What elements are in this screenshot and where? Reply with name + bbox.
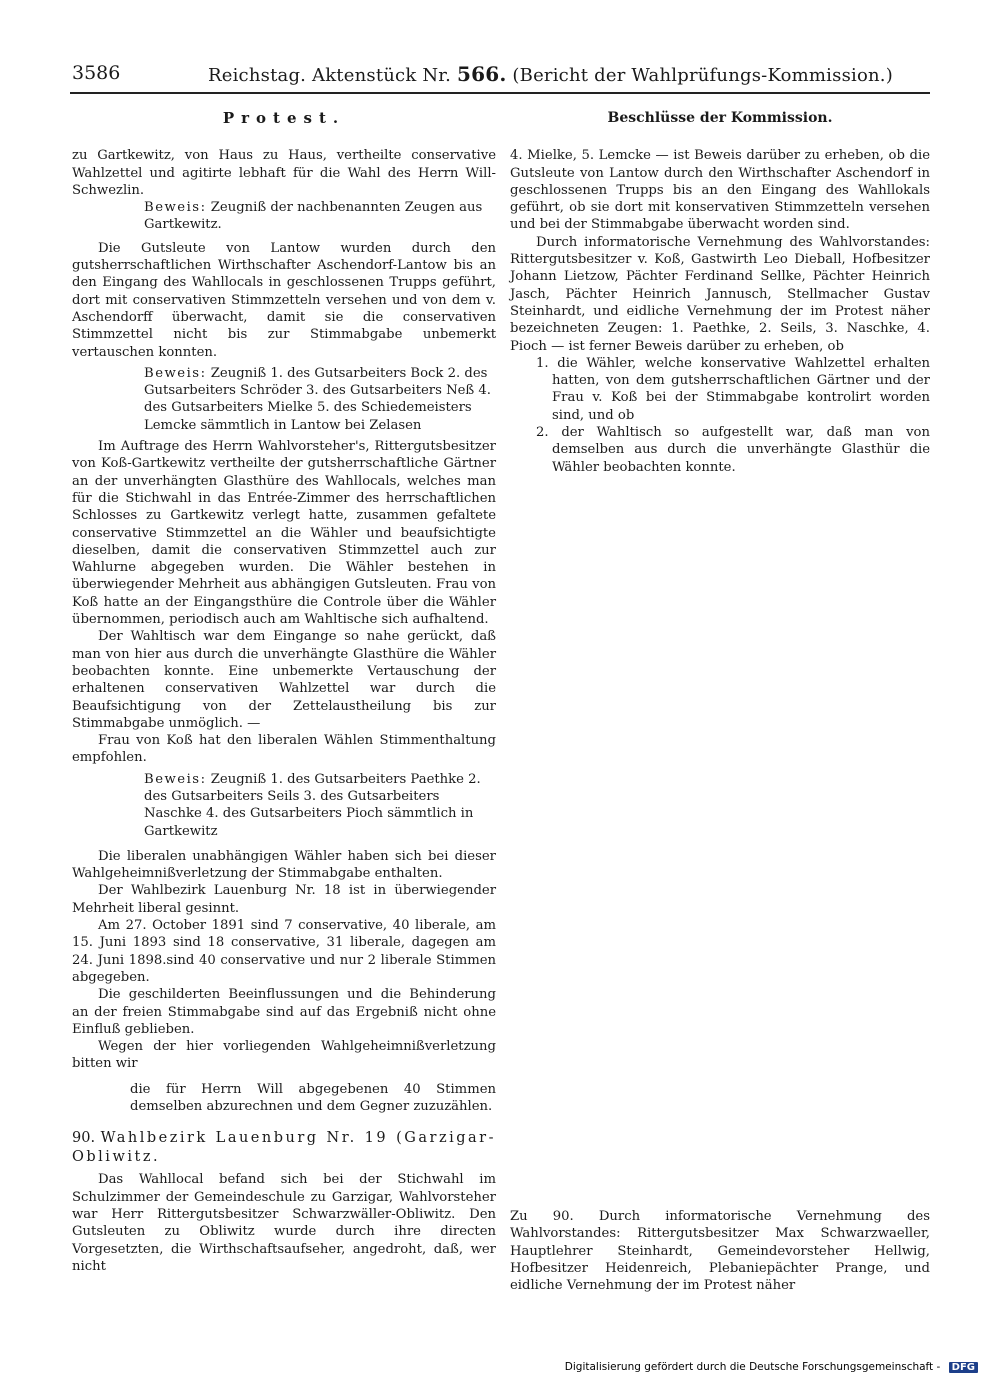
footer-text: Digitalisierung gefördert durch die Deutsche Forschungsgemeinschaft - <box>564 1361 941 1373</box>
protest-heading: Protest. <box>222 109 346 127</box>
paragraph: Frau von Koß hat den liberalen Wählen Stimmenthaltung empfohlen. <box>72 733 496 766</box>
paragraph: Am 27. October 1891 sind 7 conservative, 40 liberale, am 15. Juni 1893 sind 18 conservative, 31 liberale, dagegen am 24. Juni 1898.sind 40 conservative und nur 2 liberale Stimmen abgegeben. <box>72 918 496 985</box>
resolutions-heading: Beschlüsse der Kommission. <box>607 110 833 126</box>
resolutions-column <box>510 106 930 476</box>
header-rule <box>70 92 930 94</box>
footer-credit <box>565 1361 978 1373</box>
evidence-block <box>144 199 496 234</box>
document-number: 566. <box>456 62 507 86</box>
paragraph: Im Auftrage des Herrn Wahlvorsteher's, Rittergutsbesitzer von Koß-Gartkewitz vertheilte der gutsherrschaftliche Gärtner an der unverhängten Glasthüre des Wahllocals, welches man für die Stichwahl in das Entrée-Zimmer des herrschaftlichen Schlosses zu Gartkewitz verlegt hatte, zusammen gefaltete conservative Stimmzettel an die Wähler und beaufsichtigte dieselben, damit die conservativen Stimmzettel auch zur Wahlurne abgegeben wurden. Die Wähler bestehen in überwiegender Mehrheit aus abhängigen Gutsleuten. Frau von Koß hatte an der Eingangsthüre die Controle über die Wähler übernommen, periodisch auch am Wahltische sich aufhaltend. <box>72 439 496 628</box>
resolution-90 <box>510 1208 930 1294</box>
paragraph: Zu 90. Durch informatorische Vernehmung des Wahlvorstandes: Rittergutsbesitzer Max Schwarzwaeller, Hauptlehrer Steinhardt, Gemeindevorsteher Hellwig, Hofbesitzer Heidenreich, Plebaniepächter Prange, und eidliche Vernehmung der im Protest näher <box>510 1209 930 1294</box>
page-number: 3586 <box>72 62 121 84</box>
protest-column <box>72 106 496 1275</box>
evidence-label: Beweis: <box>144 365 207 381</box>
evidence-text: Zeugniß 1. des Gutsarbeiters Bock 2. des Gutsarbeiters Schröder 3. des Gutsarbeiters Neß 4. des Gutsarbeiters Mielke 5. des Schiedemeisters Lemcke sämmtlich in Lantow bei Zelasen <box>144 365 491 433</box>
list-item: 1. die Wähler, welche konservative Wahlzettel erhalten hatten, von dem gutsherrschaftlichen Gärtner und der Frau v. Koß bei der Stimmabgabe kontrolirt worden sind, und ob <box>536 355 930 423</box>
running-head-subtitle: (Bericht der Wahlprüfungs-Kommission.) <box>512 65 893 86</box>
paragraph: Durch informatorische Vernehmung des Wahlvorstandes: Rittergutsbesitzer v. Koß, Gastwirth Leo Dieball, Hofbesitzer Johann Lietzow, Pächter Ferdinand Sellke, Pächter Heinrich Jasch, Pächter Heinrich Jannusch, Stellmacher Gustav Steinhardt, und eidliche Vernehmung der im Protest näher bezeichneten Zeugen: 1. Paethke, 2. Seils, 3. Naschke, 4. Pioch — ist ferner Beweis darüber zu erheben, ob <box>510 234 930 354</box>
evidence-block <box>144 771 496 840</box>
paragraph: Der Wahlbezirk Lauenburg Nr. 18 ist in überwiegender Mehrheit liberal gesinnt. <box>72 883 496 916</box>
paragraph: Wegen der hier vorliegenden Wahlgeheimnißverletzung bitten wir <box>72 1039 496 1072</box>
paragraph: Die geschilderten Beeinflussungen und die Behinderung an der freien Stimmabgabe sind auf das Ergebniß nicht ohne Einfluß geblieben. <box>72 987 496 1037</box>
dfg-logo: DFG <box>949 1362 978 1373</box>
district-heading <box>72 1129 496 1167</box>
district-number: 90. <box>72 1130 96 1147</box>
paragraph: Der Wahltisch war dem Eingange so nahe gerückt, daß man von hier aus durch die unverhängte Glasthüre die Wähler beobachten konnte. Eine unbemerkte Vertauschung der erhaltenen conservativen Wahlzettel war durch die Beaufsichtigung von der Zettelaustheilung bis zur Stimmabgabe unmöglich. — <box>72 629 496 731</box>
paragraph: zu Gartkewitz, von Haus zu Haus, vertheilte conservative Wahlzettel und agitirte lebhaft für die Wahl des Herrn Will-Schwezlin. <box>72 148 496 198</box>
page-header <box>70 60 930 90</box>
evidence-label: Beweis: <box>144 771 207 787</box>
evidence-text: Zeugniß 1. des Gutsarbeiters Paethke 2. des Gutsarbeiters Seils 3. des Gutsarbeiters Naschke 4. des Gutsarbeiters Pioch sämmtlich in Gartkewitz <box>144 771 481 839</box>
list-item: 2. der Wahltisch so aufgestellt war, daß man von demselben aus durch die unverhängte Glasthür die Wähler beobachten konnte. <box>536 425 930 475</box>
request-text: die für Herrn Will abgegebenen 40 Stimmen demselben abzurechnen und dem Gegner zuzuzählen. <box>130 1081 496 1115</box>
paragraph: Das Wahllocal befand sich bei der Stichwahl im Schulzimmer der Gemeindeschule zu Garzigar, Wahlvorsteher war Herr Rittergutsbesitzer Schwarzwäller-Obliwitz. Den Gutsleuten zu Obliwitz wurde durch ihre directen Vorgesetzten, die Wirthschaftsaufseher, angedroht, daß, wer nicht <box>72 1172 496 1274</box>
evidence-block <box>144 365 496 434</box>
district-name: Wahlbezirk Lauenburg Nr. 19 (Garzigar-Obliwitz. <box>72 1130 496 1166</box>
running-head <box>208 62 893 86</box>
evidence-label: Beweis: <box>144 200 207 216</box>
running-head-title: Reichstag. Aktenstück Nr. <box>208 65 452 86</box>
paragraph: 4. Mielke, 5. Lemcke — ist Beweis darüber zu erheben, ob die Gutsleute von Lantow durch den Wirthschafter Aschendorf in geschlossenen Trupps bis an den Eingang des Wahllokals geführt, ob sie dort mit konservativen Stimmzetteln versehen und bei der Stimmabgabe überwacht worden sind. <box>510 148 930 233</box>
paragraph: Die liberalen unabhängigen Wähler haben sich bei dieser Wahlgeheimnißverletzung der Stimmabgabe enthalten. <box>72 848 496 882</box>
paragraph: Die Gutsleute von Lantow wurden durch den gutsherrschaftlichen Wirthschafter Aschendorf-Lantow bis an den Eingang des Wahllocals in geschlossenen Trupps geführt, dort mit conservativen Stimmzetteln versehen und von dem v. Aschendorff überwacht, damit sie die conservativen Stimmzettel nicht bis zur Stimmabgabe unbemerkt vertauschen konnten. <box>72 240 496 360</box>
evidence-text: Zeugniß der nachbenannten Zeugen aus Gartkewitz. <box>144 200 483 233</box>
